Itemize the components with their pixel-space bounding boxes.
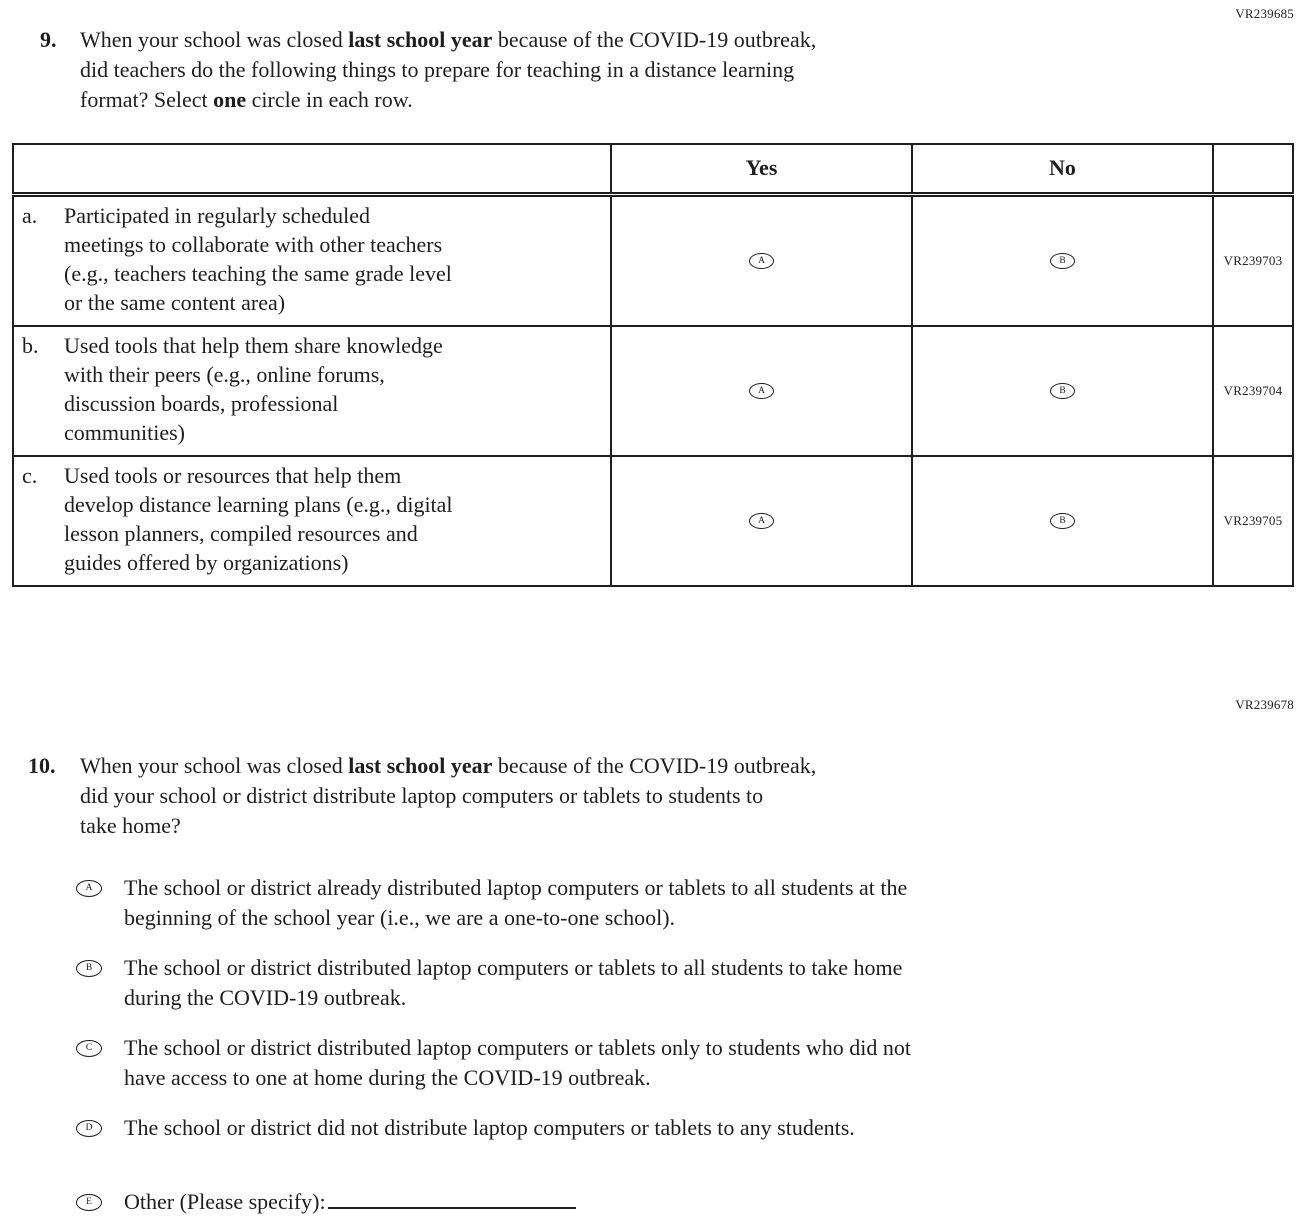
q10-option-d-text: The school or district did not distribute laptop computers or tablets to any students.	[124, 1114, 855, 1140]
row-a-text: Participated in regularly scheduled meetings to collaborate with other teachers (e.g., teachers teaching the same grade level or the same content area)	[64, 202, 452, 315]
row-a-code: VR239703	[1223, 252, 1283, 268]
q9-row-a-yes-bubble[interactable]: A	[749, 253, 774, 269]
question-9-number: 9.	[40, 27, 57, 52]
row-b-letter: b.	[22, 332, 39, 358]
header-empty-desc	[13, 144, 611, 194]
q10-option-b	[76, 953, 1314, 1013]
q10-option-b-bubble[interactable]: B	[76, 960, 102, 977]
header-yes: Yes	[611, 144, 912, 194]
form-code-mid: VR239678	[1235, 696, 1294, 712]
question-9-line-1: When your school was closed last school year because of the COVID-19 outbreak,	[80, 27, 817, 52]
q10-option-e	[76, 1187, 1314, 1217]
q9-row-c-no-bubble[interactable]: B	[1050, 513, 1075, 529]
form-code-top: VR239685	[1235, 6, 1294, 21]
q10-option-a	[76, 873, 1314, 933]
question-10	[28, 751, 1314, 841]
q10-option-e-text: Other (Please specify):	[124, 1187, 576, 1217]
row-a-letter: a.	[22, 202, 38, 228]
row-c-text: Used tools or resources that help them develop distance learning plans (e.g., digital lesson planners, compiled resources and guides offered by organizations)	[64, 462, 453, 575]
table-row-a	[13, 194, 1293, 326]
question-10-line-2: did your school or district distribute laptop computers or tablets to students to	[80, 782, 764, 808]
question-9-text	[80, 25, 816, 115]
row-c-no-cell	[912, 456, 1213, 586]
q9-row-b-no-bubble[interactable]: B	[1050, 383, 1075, 399]
q10-option-e-bubble[interactable]: E	[76, 1194, 102, 1211]
q10-options	[76, 873, 1314, 1217]
table-row-b	[13, 326, 1293, 456]
question-10-text	[80, 751, 816, 841]
header-no: No	[912, 144, 1213, 194]
row-b-code: VR239704	[1223, 382, 1283, 398]
row-c-letter: c.	[22, 462, 38, 488]
question-9-line-3: format? Select one circle in each row.	[80, 87, 413, 112]
row-a-yes-cell	[611, 194, 912, 326]
row-c-code: VR239705	[1223, 512, 1283, 528]
question-9-line-2: did teachers do the following things to prepare for teaching in a distance learning	[80, 57, 795, 82]
row-c-code-cell	[1213, 456, 1293, 586]
row-b-yes-cell	[611, 326, 912, 456]
row-a-no-cell	[912, 194, 1213, 326]
q10-option-c-bubble[interactable]: C	[76, 1040, 102, 1057]
header-empty-code	[1213, 144, 1293, 194]
q10-option-b-text: The school or district distributed laptop computers or tablets to all students to take home during the COVID-19 outbreak.	[124, 954, 903, 1010]
row-c-yes-cell	[611, 456, 912, 586]
row-b-description	[13, 326, 611, 456]
q9-row-a-no-bubble[interactable]: B	[1050, 253, 1075, 269]
q10-option-d	[76, 1113, 1314, 1143]
q10-option-a-text: The school or district already distributed laptop computers or tablets to all students at the beginning of the school year (i.e., we are a one-to-one school).	[124, 874, 908, 930]
q10-option-c	[76, 1033, 1314, 1093]
other-specify-line[interactable]	[328, 1191, 576, 1208]
q9-row-c-yes-bubble[interactable]: A	[749, 513, 774, 529]
row-a-code-cell	[1213, 194, 1293, 326]
q10-option-d-bubble[interactable]: D	[76, 1120, 102, 1137]
q9-response-table	[12, 143, 1294, 587]
question-10-number: 10.	[28, 752, 56, 778]
q9-row-b-yes-bubble[interactable]: A	[749, 383, 774, 399]
question-10-line-3: take home?	[80, 812, 181, 838]
q10-option-c-text: The school or district distributed laptop computers or tablets only to students who did not have access to one at home during the COVID-19 outbreak.	[124, 1034, 912, 1090]
row-b-code-cell	[1213, 326, 1293, 456]
row-c-description	[13, 456, 611, 586]
question-9	[40, 25, 1314, 115]
row-b-no-cell	[912, 326, 1213, 456]
table-header-row	[13, 144, 1293, 194]
row-a-description	[13, 194, 611, 326]
q10-option-a-bubble[interactable]: A	[76, 880, 102, 897]
row-b-text: Used tools that help them share knowledge with their peers (e.g., online forums, discussion boards, professional communities)	[64, 332, 443, 445]
question-10-line-1: When your school was closed last school year because of the COVID-19 outbreak,	[80, 752, 817, 778]
table-row-c	[13, 456, 1293, 586]
